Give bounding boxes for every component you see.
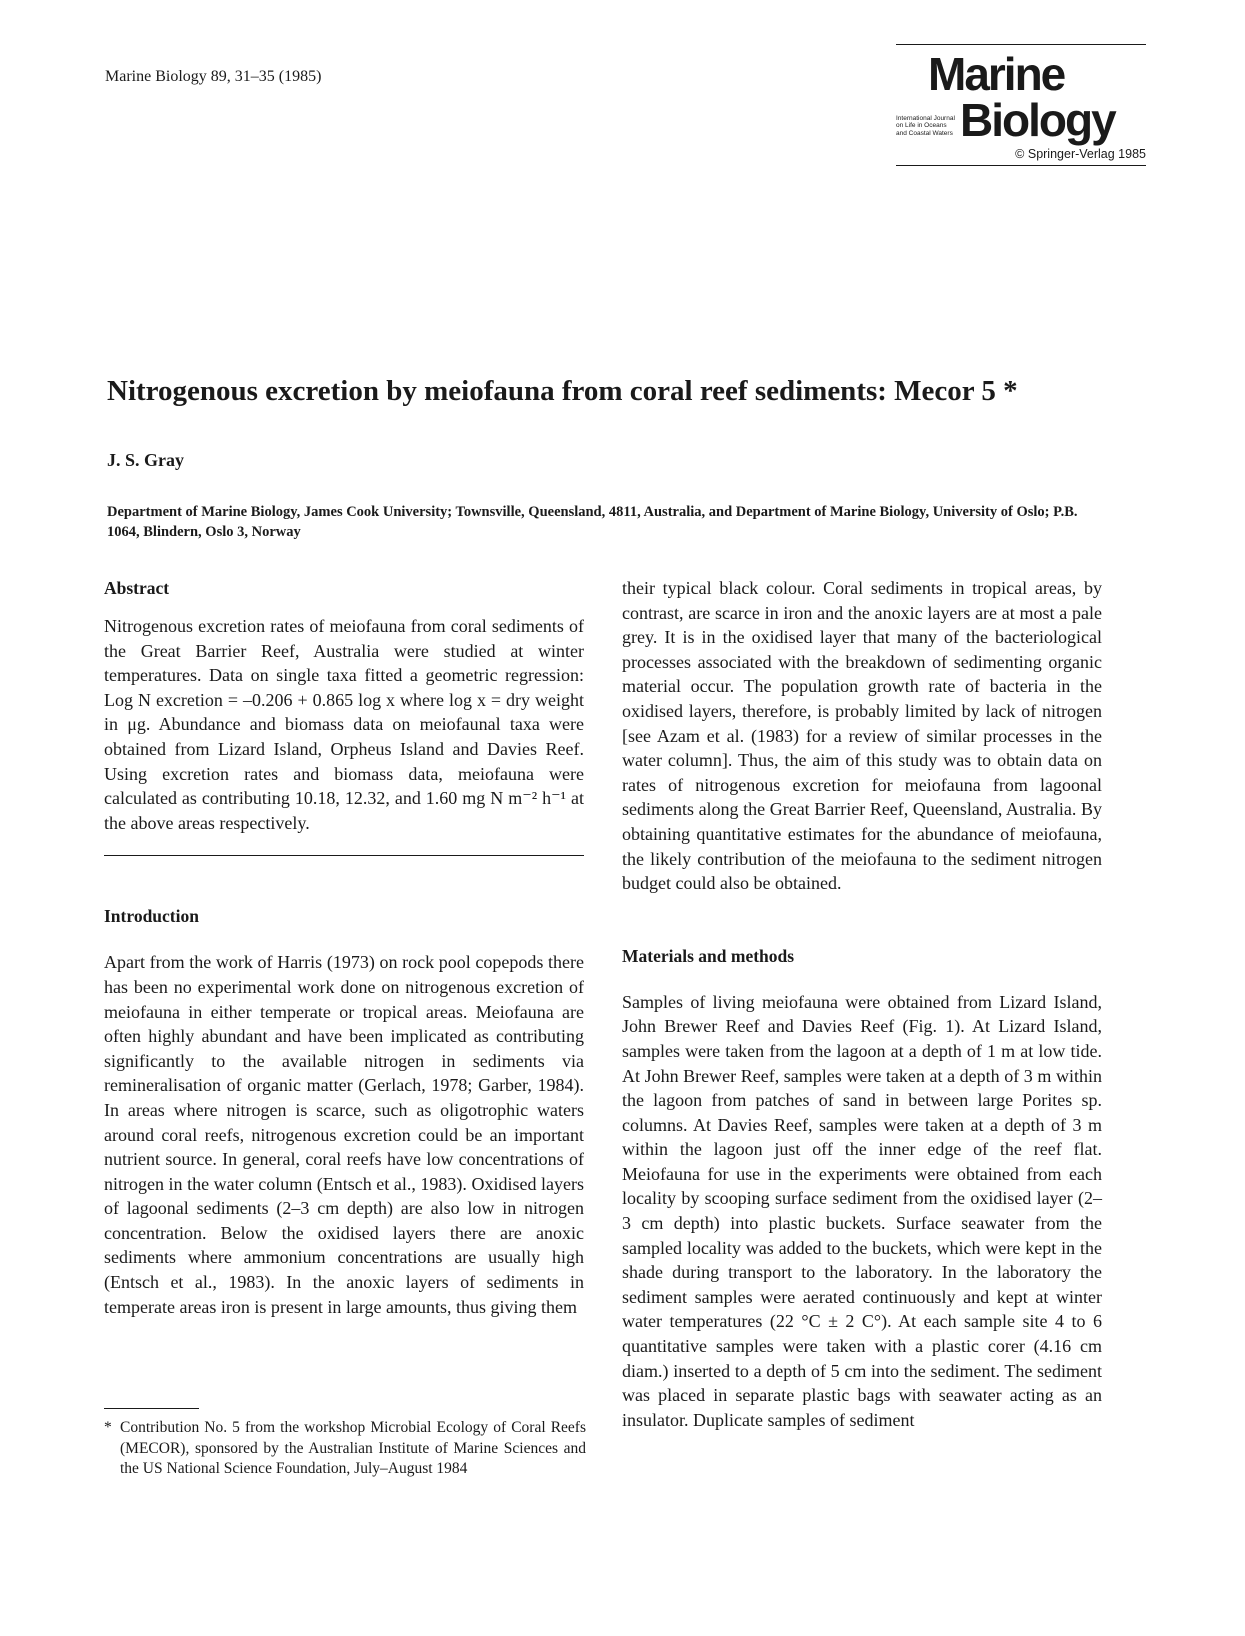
footnote-text: Contribution No. 5 from the workshop Microbial Ecology of Coral Reefs (MECOR), sponsored by the Australian Institute of Marine Sciences and the US National Science Foundation, July–August 1984 — [120, 1419, 586, 1477]
logo-tagline-line: on Life in Oceans — [896, 122, 947, 130]
right-column — [622, 576, 1102, 1432]
article-author: J. S. Gray — [107, 450, 185, 470]
logo-top-rule — [896, 44, 1146, 45]
publisher-copyright: © Springer-Verlag 1985 — [1015, 147, 1146, 161]
introduction-heading: Introduction — [104, 906, 199, 927]
methods-heading: Materials and methods — [622, 945, 795, 966]
journal-logo — [896, 44, 1146, 166]
abstract-heading: Abstract — [104, 578, 170, 598]
author-affiliation: Department of Marine Biology, James Cook University; Townsville, Queensland, 4811, Australia, and Department of Marine Biology, University of Oslo; P.B. 1064, Blindern, Oslo 3, Norway — [107, 504, 1078, 541]
article-title: Nitrogenous excretion by meiofauna from coral reef sediments: Mecor 5 * — [107, 375, 1018, 407]
logo-tagline-line: and Coastal Waters — [896, 129, 953, 137]
footnote-mark: * — [104, 1419, 112, 1436]
methods-text: Samples of living meiofauna were obtained from Lizard Island, John Brewer Reef and Davies Reef (Fig. 1). At Lizard Island, samples were taken from the lagoon at a depth of 1 m at low tide. At John Brewer Reef, samples were taken at a depth of 3 m within the lagoon from patches of sand in between large Porites sp. columns. At Davies Reef, samples were taken at a depth of 3 m within the lagoon just off the inner edge of the reef flat. Meiofauna for use in the experiments were obtained from each locality by scooping surface sediment from the oxidised layer (2–3 cm depth) into plastic buckets. Surface seawater from the sampled locality was added to the buckets, which were kept in the shade during transport to the laboratory. In the laboratory the sediment samples were aerated continuously and kept at winter water temperatures (22 °C ± 2 C°). At each sample site 4 to 6 quantitative samples were taken with a plastic corer (4.16 cm diam.) inserted to a depth of 5 cm into the sediment. The sediment was placed in separate plastic bags with seawater acting as an insulator. Duplicate samples of sediment — [622, 991, 1102, 1430]
left-column — [104, 576, 584, 1319]
footnote — [104, 1418, 586, 1480]
logo-second-row — [896, 94, 1146, 146]
abstract-divider — [104, 855, 584, 856]
abstract-text: Nitrogenous excretion rates of meiofauna from coral sediments of the Great Barrier Reef, Australia were studied at winter temperatures. Data on single taxa fitted a geometric regression: Log N excretion = –0.206 + 0.865 log x where log x = dry weight in μg. Abundance and biomass data on meiofaunal taxa were obtained from Lizard Island, Orpheus Island and Davies Reef. Using excretion rates and biomass data, meiofauna were calculated as contributing 10.18, 12.32, and 1.60 mg N m⁻² h⁻¹ at the above areas respectively. — [104, 616, 584, 833]
logo-bottom-rule — [896, 165, 1146, 166]
introduction-text: Apart from the work of Harris (1973) on rock pool copepods there has been no experimental work done on nitrogenous excretion of meiofauna in either temperate or tropical areas. Meiofauna are often highly abundant and have been implicated as contributing significantly to the available nitrogen in sediments via remineralisation of organic matter (Gerlach, 1978; Garber, 1984). In areas where nitrogen is scarce, such as oligotrophic waters around coral reefs, nitrogenous excretion could be an important nutrient source. In general, coral reefs have low concentrations of nitrogen in the water column (Entsch et al., 1983). Oxidised layers of lagoonal sediments (2–3 cm depth) are also low in nitrogen concentration. Below the oxidised layers there are anoxic sediments where ammonium concentrations are usually high (Entsch et al., 1983). In the anoxic layers of sediments in temperate areas iron is present in large amounts, thus giving them — [104, 952, 584, 1317]
logo-biology-word: Biology — [960, 94, 1115, 146]
introduction-continuation: their typical black colour. Coral sediments in tropical areas, by contrast, are scarce in iron and the anoxic layers are at most a pale grey. It is in the oxidised layer that many of the bacteriological processes associated with the breakdown of sedimenting organic material occur. The population growth rate of bacteria in the oxidised layers, therefore, is probably limited by lack of nitrogen [see Azam et al. (1983) for a review of similar processes in the water column]. Thus, the aim of this study was to obtain data on rates of nitrogenous excretion for meiofauna from lagoonal sediments along the Great Barrier Reef, Queensland, Australia. By obtaining quantitative estimates for the abundance of meiofauna, the likely contribution of the meiofauna to the sediment nitrogen budget could also be obtained. — [622, 578, 1102, 894]
footnote-divider — [104, 1408, 199, 1409]
logo-tagline-line: International Journal — [896, 114, 955, 122]
logo-marine-word: Marine — [928, 48, 1065, 100]
logo-tagline — [896, 115, 958, 143]
journal-citation: Marine Biology 89, 31–35 (1985) — [105, 68, 322, 85]
